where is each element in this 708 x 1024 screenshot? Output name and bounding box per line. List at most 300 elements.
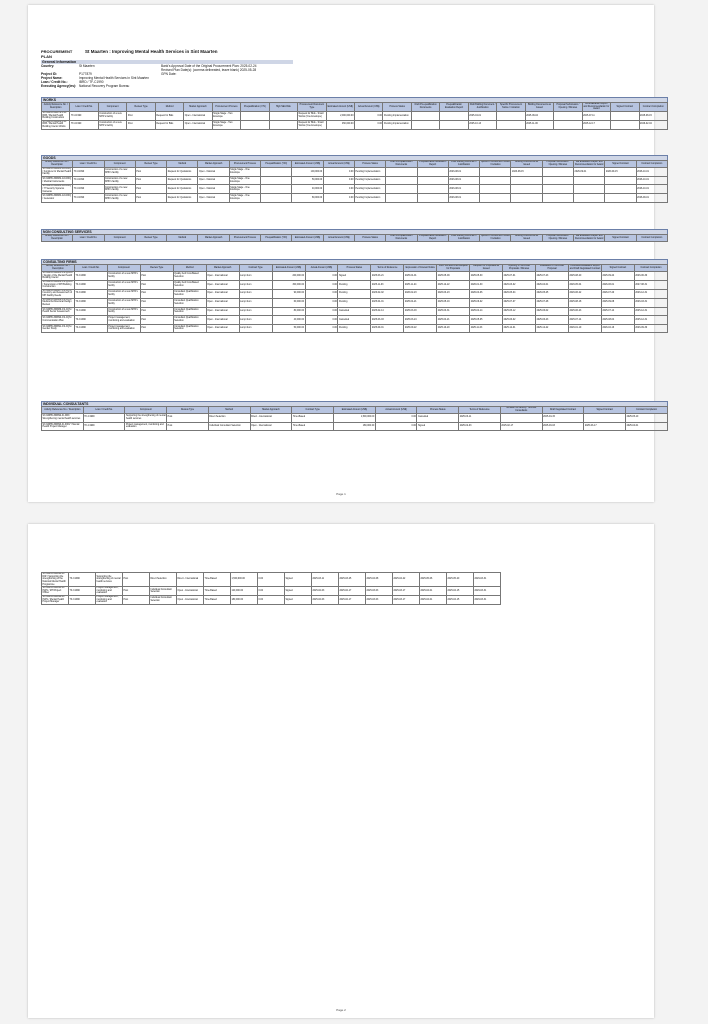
column-header: Draft Bidding Document / Justification xyxy=(448,235,479,242)
table-cell: Open - National xyxy=(198,176,229,185)
table-cell: Pending Implementation xyxy=(354,168,385,177)
table-cell: 2025-03-03 xyxy=(404,307,437,316)
column-header: Prequalification (Y/N) xyxy=(241,103,269,112)
table-cell: Time-Based xyxy=(204,573,231,587)
table-cell: TF-C1990 xyxy=(70,111,98,120)
works-title: WORKS xyxy=(41,97,668,102)
column-header: Activity Reference No. / Description xyxy=(42,265,75,272)
column-header: Opening of Technical Proposals / Minutes xyxy=(503,265,536,272)
column-header: Component xyxy=(104,161,135,168)
table-cell: 2025-07-14 xyxy=(601,307,634,316)
table-cell: Time-Based xyxy=(292,414,334,423)
table-cell: 2026-05-25 xyxy=(536,289,569,298)
table-cell: 50,000.00 xyxy=(272,324,305,333)
individual-section xyxy=(41,401,668,431)
column-header: Proposal Submission / Opening / Minutes xyxy=(542,161,573,168)
table-cell: 2026-02-04 xyxy=(639,120,667,129)
table-cell: SX-NRPB-369884-GO-RFQ / Generator xyxy=(42,194,73,203)
table-cell: Post xyxy=(135,176,166,185)
field-label: Loan / Credit No.: xyxy=(41,80,68,85)
table-cell: 2029-03-31 xyxy=(474,573,501,587)
page-2-table-wrap xyxy=(41,572,501,605)
table-cell: 2025-04-15 xyxy=(447,587,474,596)
table-cell: 2025-06-04 xyxy=(525,111,553,120)
table-cell: Construction of a new MHF's facility xyxy=(104,168,135,177)
table-cell: 0.00 xyxy=(258,587,285,596)
general-information-heading: General Information xyxy=(41,60,293,64)
table-cell: 2025-12-17 xyxy=(582,120,610,129)
table-row xyxy=(42,176,668,185)
table-cell: 2025-07-28 xyxy=(536,298,569,307)
table-cell: Open - International xyxy=(206,324,239,333)
column-header: Contract Type xyxy=(239,265,272,272)
column-header: Draft Pre-qualification Documents xyxy=(386,235,417,242)
table-cell: 0.00 xyxy=(305,324,338,333)
table-cell: Pending xyxy=(338,324,371,333)
table-cell: Pending Implementation xyxy=(354,185,385,194)
table-cell: Construction of a new MHF's facility xyxy=(107,280,140,289)
table-cell: 50,000.00 xyxy=(292,176,323,185)
table-cell: 2025-04-01 xyxy=(420,596,447,605)
table-cell: 0.00 xyxy=(258,573,285,587)
column-header: Prequalification (Y/N) xyxy=(261,235,292,242)
table-cell: Individual Consultant Selection xyxy=(150,596,177,605)
table-cell: Post xyxy=(127,111,155,120)
table-cell xyxy=(605,176,636,185)
table-cell: 0.00 xyxy=(375,422,417,431)
table-cell xyxy=(500,414,542,423)
table-cell: 2026-10-01 xyxy=(636,168,667,177)
table-cell: SX-NRPB-369891-CS-CQS / Gender Study xyxy=(42,324,75,333)
table-cell: 2026-09-30 xyxy=(634,324,667,333)
table-cell xyxy=(480,168,511,177)
table-cell: Signed xyxy=(338,272,371,281)
table-cell: 2026-06-22 xyxy=(569,289,602,298)
table-cell: Pending Implementation xyxy=(354,194,385,203)
table-cell: Post xyxy=(135,168,166,177)
table-cell: SX-NRPB-369893-IC-INDV / Mental Health Project Manager xyxy=(42,422,84,431)
table-cell: 2025-03-25 xyxy=(339,573,366,587)
table-cell: Post xyxy=(123,573,150,587)
table-cell: 2025-05-12 xyxy=(503,307,536,316)
table-cell: 80,000.00 xyxy=(292,194,323,203)
field-value: St Maarten xyxy=(79,64,95,69)
table-cell: Quality And Cost-Based Selection xyxy=(173,272,206,281)
table-cell: Signed xyxy=(285,587,312,596)
table-cell: Project management, monitoring and evaluation xyxy=(125,422,167,431)
table-cell: 2025-02-17 xyxy=(339,587,366,596)
table-cell xyxy=(574,176,605,185)
table-cell: 2026-01-30 xyxy=(470,280,503,289)
table-cell: 2026-12-31 xyxy=(634,289,667,298)
table-cell: SX-NRPB-369890-CS-CQS / Communication Plan xyxy=(42,316,75,325)
column-header: Draft Bidding Document / Justification xyxy=(468,103,496,112)
table-cell xyxy=(440,120,468,129)
table-cell: Single Stage - One Envelope xyxy=(229,194,260,203)
column-header: Procurement Document Type xyxy=(298,103,326,112)
column-header: Review Type xyxy=(127,103,155,112)
table-cell: 2025-04-22 xyxy=(393,573,420,587)
table-cell: 2025-02-03 xyxy=(459,422,501,431)
table-cell: 2026-03-31 xyxy=(634,298,667,307)
table-cell: Single Stage - One Envelope xyxy=(229,168,260,177)
table-cell: 2025-04-15 xyxy=(447,596,474,605)
table-cell xyxy=(261,168,292,177)
table-cell: 2026-06-01 xyxy=(601,280,634,289)
table-cell: Open - National xyxy=(198,168,229,177)
table-row xyxy=(42,280,668,289)
table-cell xyxy=(269,120,297,129)
table-cell: Post xyxy=(123,596,150,605)
column-header: Contract Completion xyxy=(626,407,668,414)
column-header: Loan / Credit No. xyxy=(73,235,104,242)
field-aux xyxy=(161,84,291,88)
column-header: Bidding Documents as Issued xyxy=(525,103,553,112)
table-cell: 120,000.00 xyxy=(231,587,258,596)
field-label: Country: xyxy=(41,64,55,69)
table-row xyxy=(42,422,668,431)
table-cell xyxy=(480,185,511,194)
table-cell: 80,000.00 xyxy=(272,307,305,316)
column-header: Prequalification Evaluation Report xyxy=(440,103,468,112)
table-cell: TF-C1990 xyxy=(74,324,107,333)
column-header: Contract Completion xyxy=(639,103,667,112)
table-cell: 2026-09-01 xyxy=(574,168,605,177)
table-cell: Pending Implementation xyxy=(383,120,411,129)
table-cell: Lump-Sum xyxy=(239,324,272,333)
table-cell: 2025-04-01 xyxy=(468,111,496,120)
column-header: Specific Procurement Notice / Invitation xyxy=(480,235,510,240)
table-row xyxy=(42,168,668,177)
column-header: Actual Amount (US$) xyxy=(354,103,382,112)
table-cell: Post xyxy=(135,185,166,194)
table-cell: Construction of a new MHF's facility xyxy=(98,111,126,120)
table-cell xyxy=(542,168,573,177)
non-consulting-title: NON CONSULTING SERVICES xyxy=(41,229,668,234)
column-header: Procurement Process xyxy=(229,235,260,242)
table-cell xyxy=(542,185,573,194)
column-header: Draft Pre-qualification Documents xyxy=(386,161,417,168)
goods-title: GOODS xyxy=(41,155,668,160)
table-cell: Request for Quotations xyxy=(167,176,198,185)
table-cell: TF-C1990 xyxy=(74,316,107,325)
table-cell: 2025-05-10 xyxy=(626,414,668,423)
table-cell: 2,000,000.00 xyxy=(326,111,354,120)
table-cell: 2026-04-06 xyxy=(470,289,503,298)
table-cell: 2025-07-11 xyxy=(582,111,610,120)
table-cell xyxy=(480,176,511,185)
column-header: Prequalification (Y/N) xyxy=(261,161,292,168)
table-cell: 2029-03-31 xyxy=(474,596,501,605)
field-aux: GPN Date: xyxy=(161,72,177,77)
consulting-section xyxy=(41,259,668,333)
table-cell: 40,000.00 xyxy=(272,316,305,325)
table-cell: 2026-07-20 xyxy=(601,289,634,298)
table-cell: 2025-04-01 xyxy=(420,587,447,596)
table-cell: 2025-03-17 xyxy=(393,587,420,596)
table-cell: TF-C1990 xyxy=(83,422,125,431)
table-cell xyxy=(554,120,582,129)
individual-title: INDIVIDUAL CONSULTANTS xyxy=(41,401,668,406)
table-cell: 2025-02-03 xyxy=(312,596,339,605)
column-header: Signed Contract xyxy=(611,103,639,112)
table-cell: 2025-02-03 xyxy=(312,587,339,596)
table-cell: 2027-08-31 xyxy=(634,280,667,289)
table-cell: 0.00 xyxy=(305,289,338,298)
table-cell: Project management, monitoring and evaluation xyxy=(96,587,123,596)
table-cell: TF-C1990 xyxy=(74,298,107,307)
table-cell: Time-Based xyxy=(204,596,231,605)
table-cell: Request for Bids - Small Works (One Envelope) xyxy=(298,111,326,120)
table-cell: Post xyxy=(140,272,173,281)
table-cell: 2025-03-03 xyxy=(542,422,584,431)
table-cell: TF-C1990 xyxy=(69,587,96,596)
table-cell: Lump-Sum xyxy=(239,316,272,325)
table-cell: Quality And Cost-Based Selection xyxy=(173,280,206,289)
table-cell: SX-NRPB-369892-IC-DIR / Strengthening mental health services xyxy=(42,414,84,423)
table-cell: 2025-03-17 xyxy=(584,422,626,431)
table-cell: Post xyxy=(167,414,209,423)
table-cell: Project management, monitoring and evaluation xyxy=(107,324,140,333)
table-cell: Consultant Qualification Selection xyxy=(173,316,206,325)
table-cell: Post xyxy=(135,194,166,203)
field-value: National Recovery Program Bureau xyxy=(79,84,130,89)
column-header: Terms of Reference xyxy=(459,407,501,414)
column-header: Specific Procurement Notice / Invitation xyxy=(480,161,510,166)
table-cell: Construction of a new MHF's facility xyxy=(107,272,140,281)
table-cell: Request for Quotations xyxy=(167,185,198,194)
individual-table xyxy=(41,406,668,431)
column-header: Activity Reference No. / Description xyxy=(42,161,73,168)
column-header: Bidding Documents as Issued xyxy=(511,235,542,242)
table-cell: 2025-03-11 xyxy=(459,414,501,423)
table-cell: Consultant Qualification Selection xyxy=(173,324,206,333)
table-cell: Post xyxy=(140,289,173,298)
table-cell: Open - International xyxy=(206,289,239,298)
table-cell: 0.00 xyxy=(258,596,285,605)
table-cell: 2025-11-03 xyxy=(470,324,503,333)
column-header: Actual Amount (US$) xyxy=(323,161,354,168)
column-header: Review Type xyxy=(135,235,166,242)
table-cell: Open - International xyxy=(206,316,239,325)
table-cell: Signed xyxy=(417,422,459,431)
table-cell: 0.00 xyxy=(305,280,338,289)
table-cell: 2025-02-17 xyxy=(500,422,542,431)
column-header: Contract Type xyxy=(292,407,334,414)
table-cell: TF-C1990 xyxy=(83,414,125,423)
non-consulting-section xyxy=(41,229,668,242)
table-cell: Open - International xyxy=(206,272,239,281)
plan-label: PROCUREMENT PLAN xyxy=(41,49,73,59)
table-cell: Signed xyxy=(285,596,312,605)
table-cell: 2025-04-08 xyxy=(366,573,393,587)
table-cell xyxy=(417,176,448,185)
table-cell xyxy=(411,111,439,120)
table-cell: Request for Bids xyxy=(155,111,183,120)
table-cell: 2025-07-07 xyxy=(503,298,536,307)
table-cell xyxy=(605,194,636,203)
table-cell: Single Stage - Two Envelope xyxy=(212,120,240,129)
table-cell: 0.00 xyxy=(354,111,382,120)
table-cell: 2025-06-02 xyxy=(470,298,503,307)
table-cell: Construction of a new MHF's facility xyxy=(104,176,135,185)
table-cell: 2025-05-09 xyxy=(437,272,470,281)
table-cell: 2026-09-01 xyxy=(636,194,667,203)
table-cell: 0.00 xyxy=(323,194,354,203)
table-cell: Construction of a new MHF's facility xyxy=(104,194,135,203)
table-cell: 2026-10-01 xyxy=(636,185,667,194)
table-cell xyxy=(417,194,448,203)
column-header: Estimated Amount (US$) xyxy=(334,407,376,414)
table-row xyxy=(42,307,668,316)
column-header: Component xyxy=(107,265,140,272)
table-cell: Post xyxy=(140,298,173,307)
table-cell: Pending xyxy=(338,298,371,307)
table-cell: 0.00 xyxy=(305,307,338,316)
table-cell: TF-C1990 xyxy=(73,168,104,177)
table-cell: 2026-08-01 xyxy=(448,194,479,203)
table-cell xyxy=(440,111,468,120)
table-cell: 2026-08-01 xyxy=(448,168,479,177)
table-cell: 2025-04-01 xyxy=(404,272,437,281)
table-row xyxy=(42,272,668,281)
table-cell: Request for Quotations xyxy=(167,194,198,203)
plan-title: St Maarten : Improving Mental Health Services in Sint Maarten xyxy=(85,49,218,54)
column-header: Contract Completion xyxy=(636,161,667,168)
table-cell: 0.00 xyxy=(323,185,354,194)
table-row xyxy=(42,573,501,587)
table-cell: Post xyxy=(167,422,209,431)
column-header: Signed Contract xyxy=(601,265,634,272)
table-cell: Post xyxy=(140,316,173,325)
table-cell: 2025-05-20 xyxy=(447,573,474,587)
table-cell: 2026-01-19 xyxy=(569,324,602,333)
table-cell: Request for Quotations xyxy=(167,168,198,177)
table-cell: Time-Based xyxy=(204,587,231,596)
column-header: Bid Evaluation Report and Recommendation for Award xyxy=(583,103,610,111)
plan-header xyxy=(41,49,341,88)
table-cell: Construction of a new MHF's facility xyxy=(107,307,140,316)
table-cell: 200,000.00 xyxy=(272,272,305,281)
table-cell xyxy=(417,168,448,177)
column-header: Draft Bidding Document / Justification xyxy=(448,161,479,168)
table-cell: 2026-06-30 xyxy=(634,272,667,281)
table-cell: 2026-02-16 xyxy=(601,324,634,333)
table-cell: SX-NRPB-369880-CW-RFB / Mental Health Building Interior Works xyxy=(42,120,70,129)
table-cell: SX-NRPB-369887-CS-CQS / Inventory and Assessment of MH Facility Needs xyxy=(42,289,75,298)
table-cell: Open - International xyxy=(177,596,204,605)
column-header: Invitation to Identify / Shortlist Consultants xyxy=(500,407,542,414)
table-cell: Cancelled xyxy=(338,307,371,316)
table-cell xyxy=(542,194,573,203)
table-cell: Post xyxy=(123,587,150,596)
table-cell: TF-C1990 xyxy=(70,120,98,129)
column-header: Procurement Process xyxy=(212,103,240,112)
table-cell xyxy=(411,120,439,129)
table-cell: 2025-04-21 xyxy=(437,316,470,325)
table-cell xyxy=(611,120,639,129)
column-header: Method xyxy=(155,103,183,112)
table-cell xyxy=(386,185,417,194)
column-header: Estimated Amount (US$) xyxy=(326,103,354,112)
table-cell: Request for Bids - Small Works (One Envelope) xyxy=(298,120,326,129)
column-header: Request for Proposals as Issued xyxy=(470,265,503,272)
table-cell: 0.00 xyxy=(354,120,382,129)
goods-table xyxy=(41,160,668,203)
non-consulting-table xyxy=(41,234,668,242)
column-header: Method xyxy=(208,407,250,414)
table-cell: Individual Consultant Selection xyxy=(150,587,177,596)
table-cell: 2025-06-23 xyxy=(569,307,602,316)
table-cell xyxy=(386,168,417,177)
page-number: Page 1 xyxy=(336,492,346,496)
field-aux: Bank's Approval Date of the Original Procurement Plan: 2025-02-24 xyxy=(161,64,257,69)
table-cell: Post xyxy=(140,307,173,316)
column-header: Process Status xyxy=(354,235,385,242)
table-cell: 1,500,000.00 xyxy=(231,573,258,587)
table-row xyxy=(42,324,668,333)
column-header: Expression of Interest Notice xyxy=(404,265,437,272)
table-cell: TF-C1990 xyxy=(74,280,107,289)
column-header: Draft Negotiated Contract xyxy=(542,407,584,414)
table-cell: 100,000.00 xyxy=(292,168,323,177)
table-cell: Project management, monitoring and evaluation xyxy=(107,316,140,325)
column-header: Activity Reference No. / Description xyxy=(42,407,84,414)
table-cell: 2025-08-15 xyxy=(639,111,667,120)
table-cell: 2025-09-22 xyxy=(404,324,437,333)
column-header: Signed Contract xyxy=(584,407,626,414)
table-cell xyxy=(511,194,542,203)
table-cell: Time-Based xyxy=(292,422,334,431)
table-cell: 2025-09-01 xyxy=(371,324,404,333)
table-cell: 2025-11-06 xyxy=(525,120,553,129)
table-cell: 2026-03-02 xyxy=(503,280,536,289)
column-header: Component xyxy=(125,407,167,414)
table-cell: 2025-03-11 xyxy=(312,573,339,587)
table-cell: Direct Selection xyxy=(150,573,177,587)
column-header: Market Approach xyxy=(198,235,229,242)
table-cell: Cancelled xyxy=(417,414,459,423)
column-header: Loan / Credit No. xyxy=(73,161,104,168)
table-cell: 2025-11-03 xyxy=(371,280,404,289)
column-header: Process Status xyxy=(417,407,459,414)
column-header: Market Approach xyxy=(206,265,239,272)
table-cell: Consultant Qualification Selection xyxy=(173,298,206,307)
column-header: Component xyxy=(98,103,126,112)
table-cell: Project management, monitoring and evaluation xyxy=(96,596,123,605)
column-header: Estimated Amount (US$) xyxy=(272,265,305,272)
table-cell xyxy=(269,111,297,120)
table-cell: SX-NRPB-369882-GO-RFQ / Medical Instruments xyxy=(42,176,73,185)
table-cell: SX-NRPB-369885-CS-QCBS / Design of the Mental Health Building Interior xyxy=(42,272,75,281)
table-cell: 2025-10-20 xyxy=(437,324,470,333)
table-cell: Consultant Qualification Selection xyxy=(173,307,206,316)
table-cell: 2025-05-30 xyxy=(470,272,503,281)
table-cell xyxy=(584,414,626,423)
general-information-fields xyxy=(41,64,341,88)
table-cell xyxy=(574,185,605,194)
table-cell: 2025-08-20 xyxy=(569,272,602,281)
field-label: Project ID: xyxy=(41,72,57,77)
table-row xyxy=(42,587,501,596)
table-cell: Construction of a new MHF's facility xyxy=(104,185,135,194)
consulting-title: CONSULTING FIRMS xyxy=(41,259,668,264)
table-cell: 2026-05-04 xyxy=(569,280,602,289)
table-cell: 2025-02-14 xyxy=(371,307,404,316)
table-cell xyxy=(497,120,525,129)
table-cell: Lump-Sum xyxy=(239,289,272,298)
table-cell: 2025-09-24 xyxy=(601,272,634,281)
